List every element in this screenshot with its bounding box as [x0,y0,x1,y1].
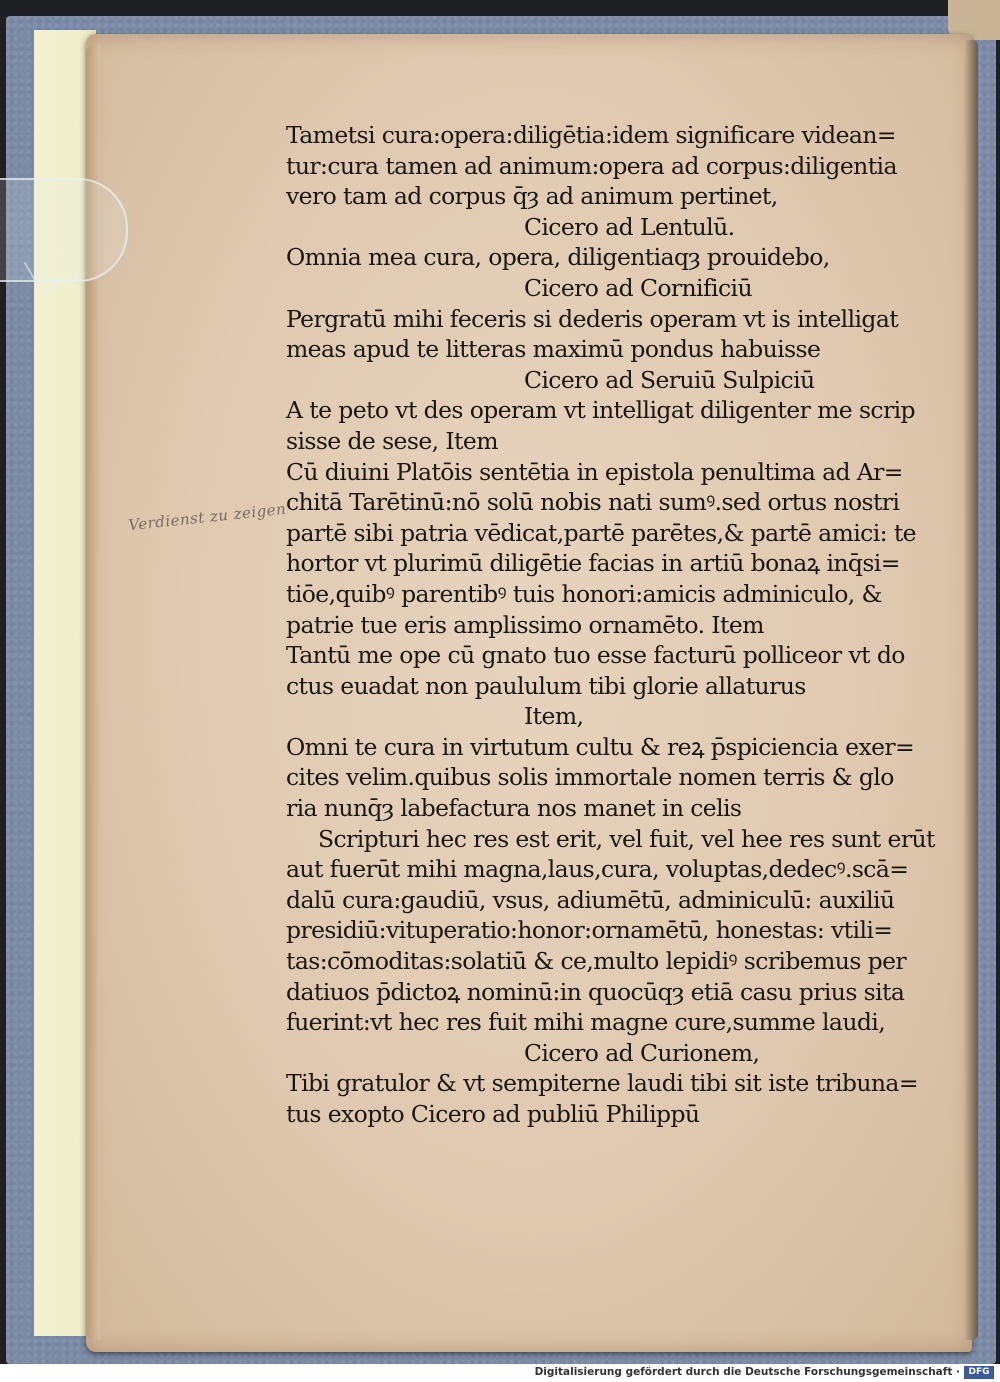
text-line: Pergratū mihi feceris si dederis operam vt is intelligat [286,304,899,333]
text-line: Omni te cura in virtutum cultu & reꝝ p̄spiciencia exer= [286,732,915,761]
footer-credit: Digitalisierung gefördert durch die Deutsche Forschungsgemeinschaft · [534,1366,960,1378]
text-line: cites velim.quibus solis immortale nomen terris & glo [286,763,894,792]
text-line: Cicero ad Lentulū. [524,212,735,241]
text-line: fuerint:vt hec res fuit mihi magne cure,summe laudi, [286,1008,886,1037]
text-line: chitā Tarētinū:nō solū nobis nati sumꝰ.sed ortus nostri [286,488,900,517]
text-line: tas:cōmoditas:solatiū & ce,multo lepidiꝰ scribemus per [286,947,907,976]
text-line: Cicero ad Curionem, [524,1038,760,1067]
text-line: Cicero ad Seruiū Sulpiciū [524,365,815,394]
printed-text-block [286,120,935,1130]
text-line: partē sibi patria vēdicat,partē parētes,& partē amici: te [286,518,916,547]
text-line: Tibi gratulor & vt sempiterne laudi tibi sit iste tribuna= [286,1069,918,1098]
text-line: sisse de sese, Item [286,426,498,455]
text-line: datiuos p̄dictoꝝ nominū:in quocūqȝ etiā casu prius sita [286,977,905,1006]
margin-handwriting: Verdienst zu zeigen [127,499,287,535]
text-line: tiōe,quibꝰ parentibꝰ tuis honori:amicis adminiculo, & [286,579,882,608]
text-line: Tametsi cura:opera:diligētia:idem significare videan= [286,121,896,149]
text-line: meas apud te litteras maximū pondus habuisse [286,335,821,364]
text-line: hortor vt plurimū diligētie facias in artiū bonaꝝ inq̄si= [286,549,900,578]
text-line: presidiū:vituperatio:honor:ornamētū, honestas: vtili= [286,916,893,945]
text-line: aut fuerūt mihi magna,laus,cura, voluptas,dedecꝰ.scā= [286,855,909,884]
text-line: patrie tue eris amplissimo ornamēto. Item [286,610,764,639]
page-gutter-edge [964,40,978,1340]
text-line: ria nunq̄ȝ labefactura nos manet in celis [286,794,742,823]
text-line: A te peto vt des operam vt intelligat diligenter me scrip [286,396,915,425]
text-line: vero tam ad corpus q̄ȝ ad animum pertinet, [286,182,778,211]
text-line: Item, [524,702,584,731]
text-line: Scripturi hec res est erit, vel fuit, vel hee res sunt erūt [318,824,935,853]
text-line: Cū diuini Platōis sentētia in epistola penultima ad Ar= [286,457,903,486]
text-line: tur:cura tamen ad animum:opera ad corpus:diligentia [286,151,897,180]
text-line: ctus euadat non paululum tibi glorie allaturus [286,671,806,700]
text-line: Omnia mea cura, opera, diligentiaqȝ prouidebo, [286,243,830,272]
text-line: tus exopto Cicero ad publiū Philippū [286,1100,700,1128]
text-line: Cicero ad Cornificiū [524,273,752,302]
text-line: dalū cura:gaudiū, vsus, adiumētū, adminiculū: auxiliū [286,885,895,914]
dfg-logo: DFG [964,1366,994,1379]
text-line: Tantū me ope cū gnato tuo esse facturū polliceor vt do [286,641,905,670]
